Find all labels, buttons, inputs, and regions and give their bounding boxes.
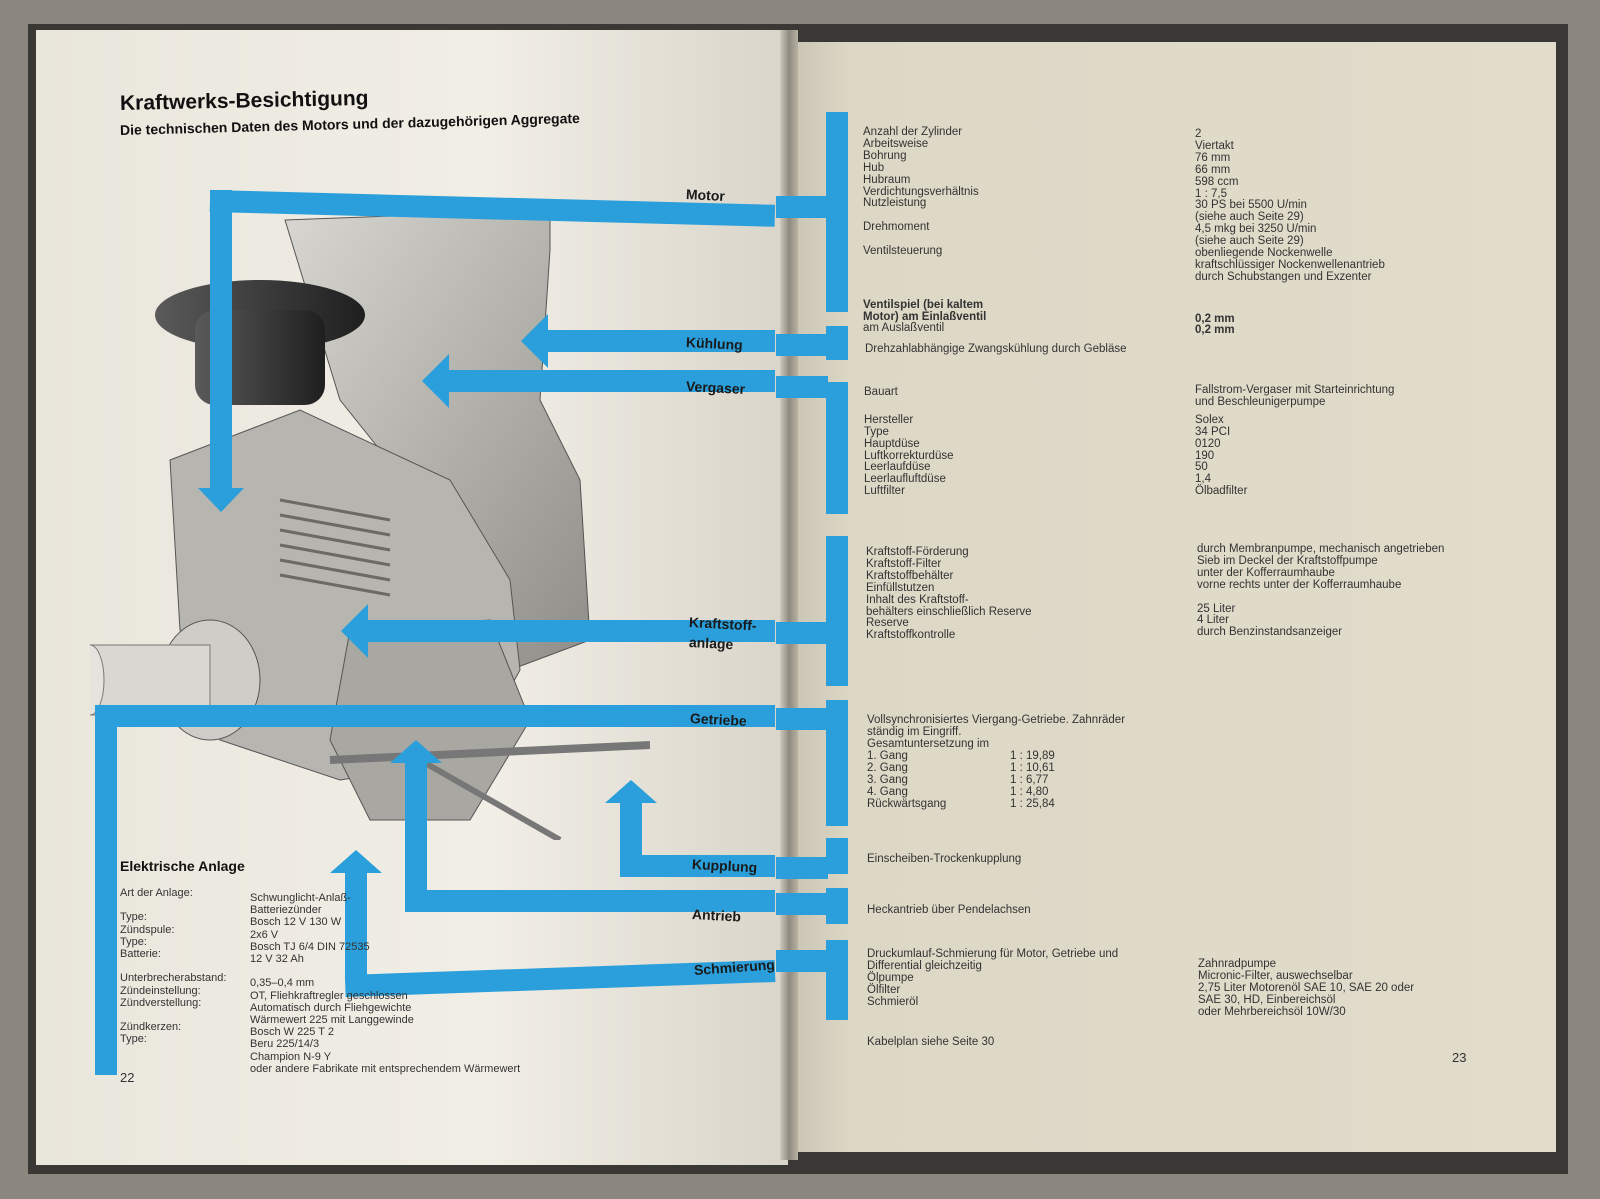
elektrische-anlage-value: 12 V 32 Ah <box>250 953 304 965</box>
engine-illustration <box>90 200 650 840</box>
getriebe-ratio: 1 : 25,84 <box>1010 797 1055 810</box>
motor-spec-label: Verdichtungsverhältnis <box>863 185 979 198</box>
label-kupplung: Kupplung <box>691 856 758 876</box>
schmierung-arrow-up <box>345 870 367 980</box>
getriebe-arrow-down <box>95 705 117 1075</box>
vergaser-spec-label: Hauptdüse <box>864 437 920 450</box>
getriebe-intro-line: ständig im Eingriff. <box>867 725 962 738</box>
motor-spec-label: Hub <box>863 161 885 174</box>
motor-spec-value: 0,2 mm <box>1195 312 1235 325</box>
getriebe-intro-line: Vollsynchronisiertes Viergang-Getriebe. Zahnräder <box>867 714 1126 726</box>
motor-spec-value: Viertakt <box>1195 139 1234 152</box>
kabelplan-note: Kabelplan siehe Seite 30 <box>867 1036 995 1048</box>
motor-spec-value: (siehe auch Seite 29) <box>1195 235 1304 248</box>
motor-spec-value: kraftschlüssiger Nockenwellenantrieb <box>1195 258 1385 271</box>
vergaser-spec-value: 34 PCI <box>1195 425 1231 438</box>
vergaser-spec-label: Leerlaufluftdüse <box>864 473 946 486</box>
getriebe-gear: 2. Gang <box>867 761 908 774</box>
schmierung-spec-value: Micronic-Filter, auswechselbar <box>1198 969 1353 982</box>
bracket-vergaser <box>826 382 848 514</box>
motor-spec-label: Hubraum <box>863 173 911 186</box>
kraftstoff-spec-value: vorne rechts unter der Kofferraumhaube <box>1197 578 1402 591</box>
getriebe-arrow-bar <box>95 705 775 727</box>
elektrische-anlage-label: Unterbrecherabstand: <box>120 972 227 985</box>
label-motor: Motor <box>685 186 726 205</box>
bracket-kupplung <box>826 838 848 874</box>
motor-spec-value: 66 mm <box>1195 163 1231 176</box>
vergaser-spec-value: und Beschleunigerpumpe <box>1195 395 1326 408</box>
elektrische-anlage-value: 2x6 V <box>250 928 279 941</box>
antrieb-text: Heckantrieb über Pendelachsen <box>867 904 1031 916</box>
motor-spec-label: Arbeitsweise <box>863 137 929 150</box>
kraftstoff-spec-label: Kraftstoffkontrolle <box>866 629 956 642</box>
page-subtitle: Die technischen Daten des Motors und der dazugehörigen Aggregate <box>119 109 581 138</box>
kraftstoff-spec-label: Inhalt des Kraftstoff- <box>866 593 969 606</box>
motor-spec-value: 1 : 7,5 <box>1195 187 1227 200</box>
elektrische-anlage-value: Schwunglicht-Anlaß- <box>250 892 351 904</box>
getriebe-gear: 1. Gang <box>867 750 908 762</box>
motor-spec-value: 76 mm <box>1195 151 1231 164</box>
elektrische-anlage-value: 0,35–0,4 mm <box>250 977 315 990</box>
vergaser-spec-value: 190 <box>1195 449 1215 462</box>
motor-spec-value: 2 <box>1195 128 1202 140</box>
page-number-left: 22 <box>120 1070 135 1085</box>
schmierung-spec-label: Schmieröl <box>867 995 919 1008</box>
motor-spec-value: durch Schubstangen und Exzenter <box>1195 270 1372 283</box>
bracket-motor-connector <box>776 196 828 218</box>
getriebe-gear: 3. Gang <box>867 773 908 786</box>
label-vergaser: Vergaser <box>685 378 746 398</box>
antrieb-arrow-up <box>405 760 427 910</box>
bracket-kuehlung-connector <box>776 334 828 356</box>
elektrische-anlage-label: Art der Anlage: <box>120 887 193 899</box>
label-kraftstoff-2: anlage <box>688 634 734 653</box>
bracket-kuehlung <box>826 326 848 360</box>
elektrische-anlage-label: Zündverstellung: <box>120 996 202 1009</box>
kraftstoff-spec-value: durch Membranpumpe, mechanisch angetrieben <box>1197 543 1445 555</box>
bracket-kraftstoff-connector <box>776 622 828 644</box>
motor-spec-label: Nutzleistung <box>863 197 927 210</box>
motor-spec-value: 4,5 mkg bei 3250 U/min <box>1195 223 1317 236</box>
label-kraftstoff-1: Kraftstoff- <box>688 614 757 634</box>
getriebe-ratio: 1 : 19,89 <box>1010 750 1055 762</box>
vergaser-spec-value: 0120 <box>1195 437 1221 450</box>
bracket-schmierung-connector <box>776 950 828 972</box>
elektrische-anlage-label: Type: <box>120 1033 147 1046</box>
motor-spec-value: 598 ccm <box>1195 175 1239 188</box>
vergaser-spec-label: Leerlaufdüse <box>864 461 931 474</box>
vergaser-spec-label: Type <box>864 425 889 438</box>
elektrische-anlage-value: Bosch TJ 6/4 DIN 72535 <box>250 940 370 953</box>
schmierung-spec-value: oder Mehrbereichsöl 10W/30 <box>1198 1005 1346 1018</box>
vergaser-spec-label: Luftfilter <box>864 485 905 498</box>
getriebe-gear: Rückwärtsgang <box>867 797 947 810</box>
bracket-kraftstoff <box>826 536 848 686</box>
vergaser-spec-value: Fallstrom-Vergaser mit Starteinrichtung <box>1195 384 1395 396</box>
page-number-right: 23 <box>1452 1050 1467 1065</box>
elektrische-anlage-label: Zündkerzen: <box>120 1021 182 1034</box>
kuehlung-text: Drehzahlabhängige Zwangskühlung durch Gebläse <box>865 343 1127 355</box>
motor-spec-label: Motor) am Einlaßventil <box>863 310 987 323</box>
vergaser-spec-label: Hersteller <box>864 413 914 426</box>
motor-spec-value: 0,2 mm <box>1195 324 1235 337</box>
schmierung-spec-value: 2,75 Liter Motorenöl SAE 10, SAE 20 oder <box>1198 981 1415 994</box>
getriebe-intro-line: Gesamtuntersetzung im <box>867 737 990 750</box>
schmierung-spec-label: Ölpumpe <box>867 971 914 984</box>
kraftstoff-spec-label: Einfüllstutzen <box>866 581 935 594</box>
getriebe-gear: 4. Gang <box>867 785 908 798</box>
schmierung-spec-label: Druckumlauf-Schmierung für Motor, Getriebe und <box>867 948 1119 960</box>
schmierung-spec-label: Ölfilter <box>867 983 901 996</box>
elektrische-anlage-value: Bosch 12 V 130 W <box>250 916 342 929</box>
kraftstoff-spec-value: 4 Liter <box>1197 614 1229 627</box>
elektrische-anlage-value: Batteriezünder <box>250 904 322 917</box>
elektrische-anlage-label: Type: <box>120 911 147 924</box>
kraftstoff-spec-label: behälters einschließlich Reserve <box>866 605 1032 618</box>
motor-spec-label: am Auslaßventil <box>863 322 945 335</box>
bracket-getriebe <box>826 700 848 826</box>
elektrische-anlage-value: Champion N-9 Y <box>250 1050 332 1063</box>
motor-spec-label: Ventilspiel (bei kaltem <box>863 298 984 311</box>
label-getriebe: Getriebe <box>689 710 748 729</box>
label-antrieb: Antrieb <box>691 906 742 925</box>
motor-arrow-down <box>210 190 232 490</box>
vergaser-spec-value: 50 <box>1195 461 1208 474</box>
elektrische-anlage-value: Beru 225/14/3 <box>250 1038 320 1051</box>
motor-spec-value: 30 PS bei 5500 U/min <box>1195 199 1307 212</box>
kraftstoff-spec-label: Kraftstoff-Filter <box>866 557 942 570</box>
getriebe-ratio: 1 : 6,77 <box>1010 773 1049 786</box>
elektrische-anlage-label: Zündspule: <box>120 923 175 936</box>
getriebe-ratio: 1 : 10,61 <box>1010 761 1055 774</box>
kraftstoff-spec-value: unter der Kofferraumhaube <box>1197 566 1335 579</box>
kraftstoff-spec-label: Kraftstoff-Förderung <box>866 546 969 558</box>
kraftstoff-spec-value: durch Benzinstandsanzeiger <box>1197 626 1343 639</box>
kraftstoff-spec-value: 25 Liter <box>1197 602 1236 615</box>
elektrische-anlage-label: Type: <box>120 935 147 948</box>
elektrische-anlage-label: Zündeinstellung: <box>120 984 201 997</box>
label-schmierung: Schmierung <box>693 956 776 978</box>
label-kuehlung: Kühlung <box>685 334 744 353</box>
vergaser-spec-value: Ölbadfilter <box>1195 485 1248 498</box>
kupplung-text: Einscheiben-Trockenkupplung <box>867 853 1022 865</box>
motor-spec-value: (siehe auch Seite 29) <box>1195 211 1304 224</box>
elektrische-anlage-value: OT, Fliehkraftregler geschlossen <box>250 989 408 1002</box>
vergaser-spec-label: Luftkorrekturdüse <box>864 449 954 462</box>
motor-spec-label: Anzahl der Zylinder <box>863 126 963 138</box>
bracket-schmierung <box>826 940 848 1020</box>
elektrische-anlage-value: Wärmewert 225 mit Langgewinde <box>250 1014 414 1026</box>
bracket-kupplung-connector <box>776 857 828 879</box>
elektrische-anlage-value: Automatisch durch Fliehgewichte <box>250 1001 412 1014</box>
motor-spec-label: Ventilsteuerung <box>863 245 943 257</box>
getriebe-ratio: 1 : 4,80 <box>1010 785 1049 798</box>
vergaser-spec-value: 1,4 <box>1195 473 1211 486</box>
bracket-antrieb-connector <box>776 893 828 915</box>
elektrische-anlage-label: Batterie: <box>120 948 161 960</box>
vergaser-spec-label: Bauart <box>864 386 898 398</box>
elektrische-anlage-value: oder andere Fabrikate mit entsprechendem Wärmewert <box>250 1062 521 1075</box>
kraftstoff-spec-label: Reserve <box>866 617 909 630</box>
elektrische-anlage-value: Bosch W 225 T 2 <box>250 1026 334 1039</box>
bracket-motor <box>826 112 848 312</box>
kraftstoff-spec-value: Sieb im Deckel der Kraftstoffpumpe <box>1197 554 1378 567</box>
schmierung-spec-value: SAE 30, HD, Einbereichsöl <box>1198 993 1336 1006</box>
motor-spec-value: obenliegende Nockenwelle <box>1195 247 1333 259</box>
vergaser-spec-value: Solex <box>1195 413 1224 426</box>
schmierung-spec-label: Differential gleichzeitig <box>867 959 982 972</box>
bracket-antrieb <box>826 888 848 924</box>
elektrische-anlage-heading: Elektrische Anlage <box>120 858 245 874</box>
kraftstoff-spec-label: Kraftstoffbehälter <box>866 569 954 582</box>
schmierung-spec-value: Zahnradpumpe <box>1198 958 1276 970</box>
motor-spec-label: Bohrung <box>863 149 907 162</box>
bracket-vergaser-connector <box>776 376 828 398</box>
page-title: Kraftwerks-Besichtigung <box>119 86 369 115</box>
motor-spec-label: Drehmoment <box>863 221 930 234</box>
bracket-getriebe-connector <box>776 708 828 730</box>
